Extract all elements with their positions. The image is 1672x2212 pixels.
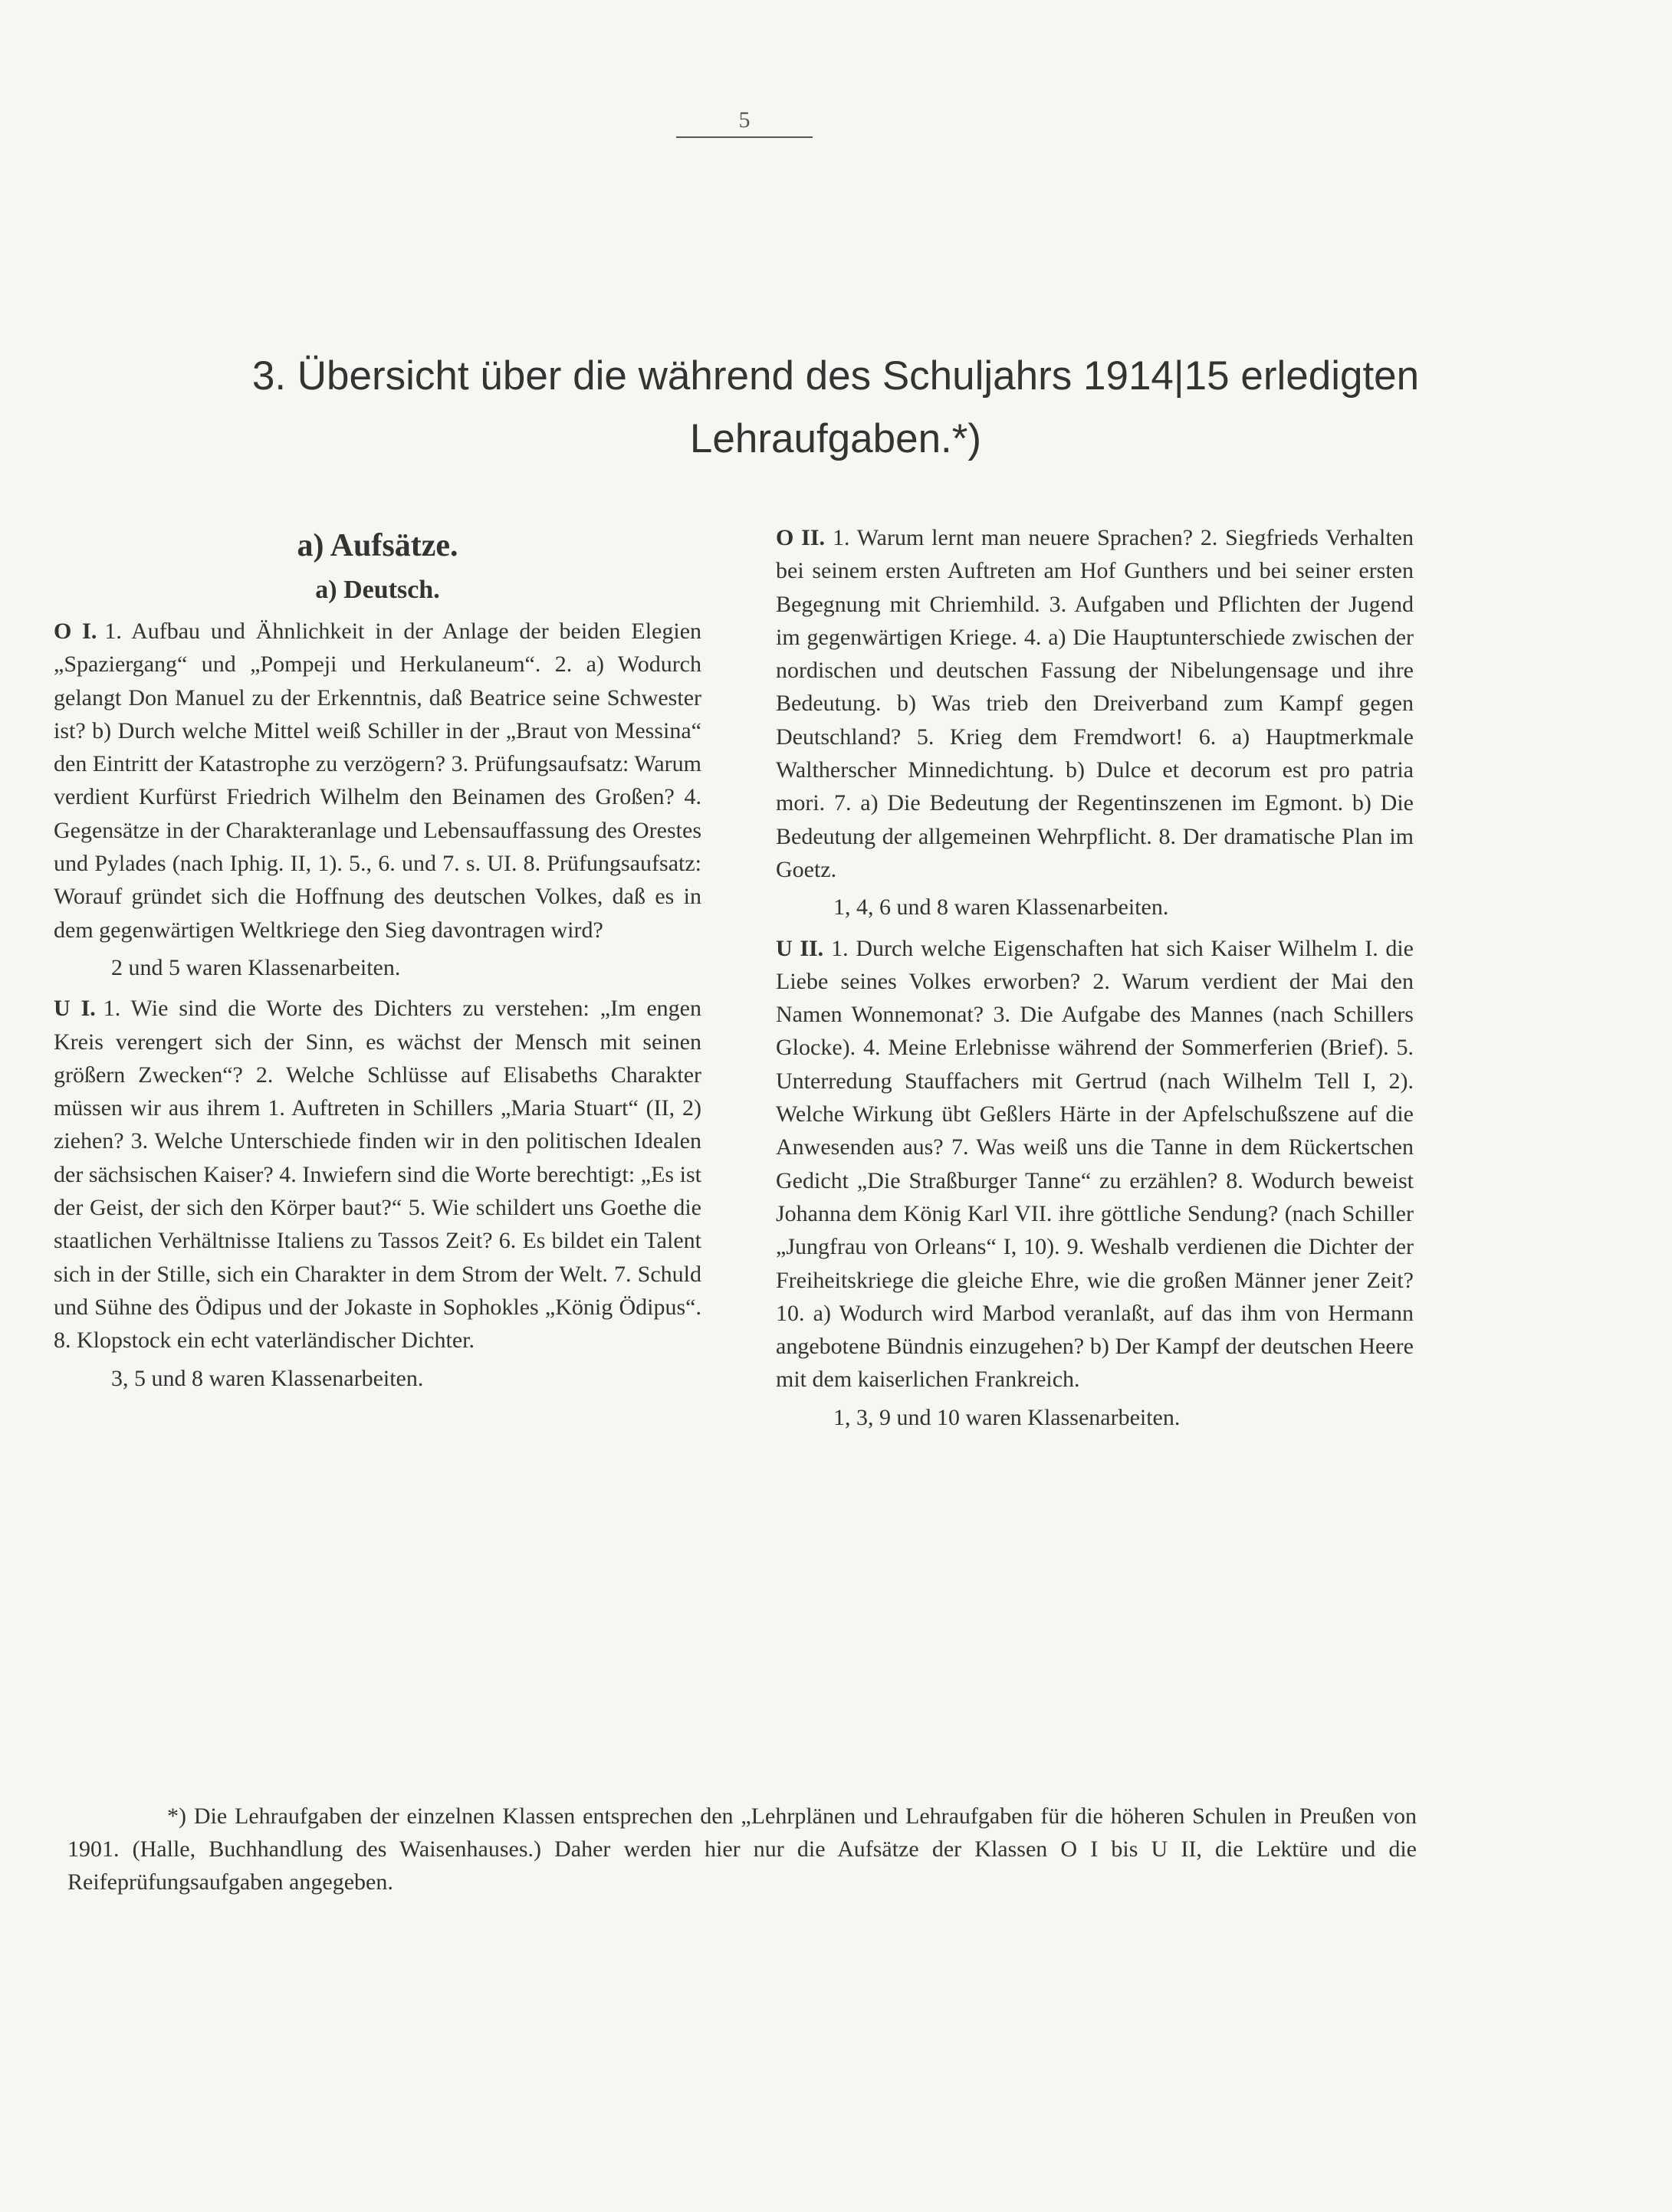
- note-ui: 3, 5 und 8 waren Klassenarbeiten.: [111, 1365, 424, 1391]
- note-oi: 2 und 5 waren Klassenarbeiten.: [111, 954, 401, 980]
- class-label-oi: O I.: [54, 619, 97, 644]
- title-line-1: 3. Übersicht über die während des Schuljahrs 1914|15 erledigten: [251, 353, 1420, 399]
- entry-text-uii: 1. Durch welche Eigenschaften hat sich Kaiser Wilhelm I. die Liebe seines Volkes erworben? 2. Warum verdient der Mai den Namen Wonnemonat? 3. Die Aufgabe des Mannes (nach Schillers Glocke). 4. Meine Erlebnisse während der Sommerferien (Brief). 5. Unterredung Stauffachers mit Gertrud (nach Wilhelm Tell I, 2). Welche Wirkung übt Geßlers Härte in der Apfelschußszene auf die Anwesenden aus? 7. Was weiß uns die Tanne in dem Rückertschen Gedicht „Die Straßburger Tanne“ zu erzählen? 8. Wodurch beweist Johanna dem König Karl VII. ihre göttliche Sendung? (nach Schiller „Jungfrau von Orleans“ I, 10). 9. Weshalb verdienen die Dichter der Freiheitskriege die gleiche Ehre, wie die großen Männer jener Zeit? 10. a) Wodurch wird Marbod veranlaßt, auf das ihm von Hermann angebotene Bündnis einzugehen? b) Der Kampf der deutschen Heere mit dem kaiserlichen Frankreich.: [776, 935, 1414, 1393]
- entry-text-ui: 1. Wie sind die Worte des Dichters zu verstehen: „Im engen Kreis verengert sich der Sinn, es wächst der Mensch mit seinen größern Zwecken“? 2. Welche Schlüsse auf Elisabeths Charakter müssen wir aus ihrem 1. Auftreten in Schillers „Maria Stuart“ (II, 2) ziehen? 3. Welche Unterschiede finden wir in den politischen Idealen der sächsischen Kaiser? 4. Inwiefern sind die Worte berechtigt: „Es ist der Geist, der sich den Körper baut?“ 5. Wie schildert uns Goethe die staatlichen Verhältnisse Italiens zu Tassos Zeit? 6. Es bildet ein Talent sich in der Stille, sich ein Charakter in dem Strom der Welt. 7. Schuld und Sühne des Ödipus und der Jokaste in Sophokles „König Ödipus“. 8. Klopstock ein echt vaterländischer Dichter.: [54, 996, 701, 1354]
- note-oii: 1, 4, 6 und 8 waren Klassenarbeiten.: [833, 894, 1169, 921]
- page-title: [77, 345, 1595, 471]
- class-label-uii: U II.: [776, 935, 824, 961]
- entry-ui: [54, 992, 701, 1357]
- entry-text-oi: 1. Aufbau und Ähnlichkeit in der Anlage der beiden Elegien „Spaziergang“ und „Pompeji und Herkulaneum“. 2. a) Wodurch gelangt Don Manuel zu der Erkenntnis, daß Beatrice seine Schwester ist? b) Durch welche Mittel weiß Schiller in der „Braut von Messina“ den Eintritt der Katastrophe zu verzögern? 3. Prüfungsaufsatz: Warum verdient Kurfürst Friedrich Wilhelm den Beinamen des Großen? 4. Gegensätze in der Charakteranlage und Lebensauffassung des Orestes und Pylades (nach Iphig. II, 1). 5., 6. und 7. s. UI. 8. Prüfungsaufsatz: Worauf gründet sich die Hoffnung des deutschen Volkes, daß es in dem gegenwärtigen Weltkriege den Sieg davontragen wird?: [54, 619, 702, 943]
- entry-text-oii: 1. Warum lernt man neuere Sprachen? 2. Siegfrieds Verhalten bei seinem ersten Auftreten am Hof Gunthers und bei seiner ersten Begegnung mit Chriemhild. 3. Aufgaben und Pflichten der Jugend im gegenwärtigen Kriege. 4. a) Die Hauptunterschiede zwischen der nordischen und deutschen Fassung der Nibelungensage und ihre Bedeutung. b) Was trieb den Dreiverband zum Kampf gegen Deutschland? 5. Krieg dem Fremdwort! 6. a) Hauptmerkmale Waltherscher Minnedichtung. b) Dulce et decorum est pro patria mori. 7. a) Die Bedeutung der Regentinszenen im Egmont. b) Die Bedeutung der allgemeinen Wehrpflicht. 8. Der dramatische Plan im Goetz.: [776, 525, 1414, 882]
- entry-oi: [54, 615, 701, 947]
- note-uii: 1, 3, 9 und 10 waren Klassenarbeiten.: [833, 1404, 1181, 1430]
- left-column: [54, 521, 701, 1403]
- right-column: [776, 521, 1414, 1442]
- footnote: *) Die Lehraufgaben der einzelnen Klassen entsprechen den „Lehrplänen und Lehraufgaben für die höheren Schulen in Preußen von 1901. (Halle, Buchhandlung des Waisenhauses.) Daher werden hier nur die Aufsätze der Klassen O I bis U II, die Lektüre und die Reifeprüfungsaufgaben angegeben.: [67, 1803, 1417, 1895]
- page-number: 5: [676, 107, 813, 138]
- class-label-oii: O II.: [776, 525, 825, 550]
- entry-oii: [776, 521, 1414, 886]
- entry-uii: [776, 932, 1414, 1396]
- class-label-ui: U I.: [54, 996, 96, 1022]
- section-heading: a) Aufsätze.: [297, 528, 458, 563]
- section-subheading: a) Deutsch.: [315, 576, 440, 604]
- title-line-2: Lehraufgaben.*): [689, 416, 982, 461]
